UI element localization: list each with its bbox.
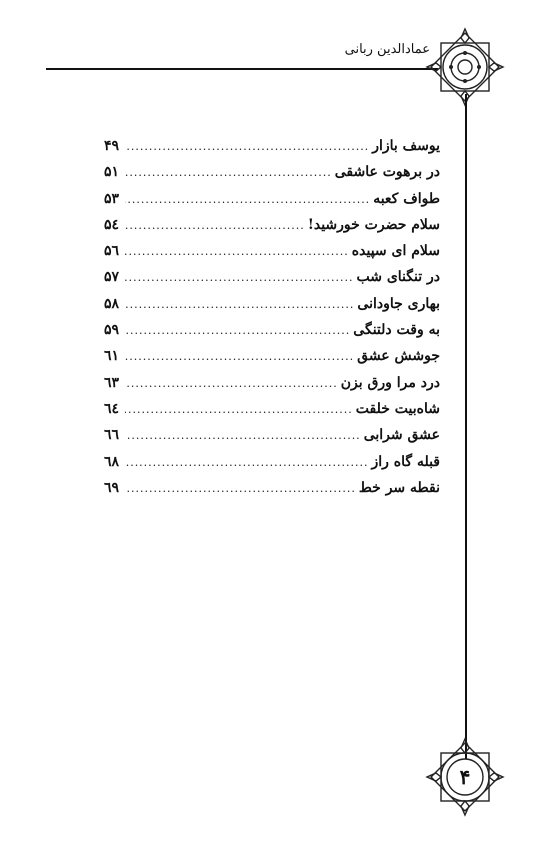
toc-entry-title: سلام حضرت خورشید!: [307, 216, 440, 233]
toc-entry-title: درد مرا ورق بزن: [340, 374, 440, 391]
toc-entry-leader: [125, 403, 353, 416]
toc-entry-title: نقطه سر خط: [358, 479, 440, 496]
toc-entry-leader: [125, 219, 305, 232]
toc-entry: [104, 401, 440, 427]
toc-entry-leader: [125, 271, 353, 284]
toc-entry: [104, 322, 440, 348]
toc-entry: [104, 296, 440, 322]
toc-entry-leader: [125, 324, 350, 337]
toc-entry: [104, 217, 440, 243]
toc-entry-title: شاه‌بیت خلقت: [355, 400, 440, 417]
toc-entry-page: ۵۸: [104, 295, 120, 312]
toc-entry-page: ۵۱: [104, 164, 120, 181]
toc-entry-leader: [125, 429, 361, 442]
toc-entry-title: بهاری جاودانی: [357, 295, 440, 312]
toc-entry-leader: [125, 166, 332, 179]
toc-entry-page: ٦۸: [104, 453, 120, 470]
running-head: عمادالدین ربانی: [344, 42, 430, 57]
toc-entry-title: به وقت دلتنگی: [353, 322, 440, 339]
page-number: ۴: [459, 765, 471, 789]
toc-entry-page: ۵۷: [104, 269, 120, 286]
toc-entry-page: ۵۹: [104, 322, 120, 339]
toc-entry-title: سلام ای سپیده: [351, 243, 440, 260]
toc-entry-title: در تنگنای شب: [356, 269, 440, 286]
toc-entry-title: یوسف بازار: [372, 138, 440, 154]
toc-entry-page: ٦۱: [104, 348, 120, 365]
toc-entry: [104, 480, 440, 506]
toc-entry-page: ۵٤: [104, 216, 120, 233]
toc-entry-title: قبله گاه راز: [371, 453, 440, 470]
toc-entry-page: ۵۳: [104, 190, 120, 207]
toc-entry-leader: [125, 245, 349, 258]
toc-entry-leader: [125, 377, 338, 390]
toc-entry-page: ٦۹: [104, 479, 120, 496]
toc-entry: [104, 454, 440, 480]
toc-entry-page: ٦٦: [104, 427, 120, 444]
toc-entry-leader: [125, 482, 356, 495]
toc-entry-page: ۵٦: [104, 243, 120, 260]
toc-entry: [104, 243, 440, 269]
toc-entry: [104, 375, 440, 401]
header-rule: [46, 68, 438, 70]
toc-entry-leader: [125, 456, 369, 469]
toc-entry-leader: [125, 350, 354, 363]
toc-entry: [104, 164, 440, 190]
toc-entry-title: در برهوت عاشقی: [334, 164, 440, 181]
toc-entry-page: ۴۹: [104, 138, 120, 154]
toc-entry-leader: [125, 298, 354, 311]
toc-entry: [104, 348, 440, 374]
toc-entry-leader: [125, 140, 369, 153]
right-rule: [465, 94, 467, 774]
toc-entry-page: ٦۳: [104, 374, 120, 391]
toc-entry-title: جوشش عشق: [357, 348, 440, 365]
toc-entry-leader: [125, 193, 370, 206]
toc-entry: [104, 427, 440, 453]
toc-entry: [104, 138, 440, 164]
toc-entry: [104, 269, 440, 295]
toc-entry-title: طواف کعبه: [373, 190, 440, 207]
toc-entry-title: عشق شرابی: [363, 427, 440, 444]
toc-entry: [104, 191, 440, 217]
table-of-contents: [104, 138, 440, 506]
toc-entry-page: ٦٤: [104, 400, 120, 417]
